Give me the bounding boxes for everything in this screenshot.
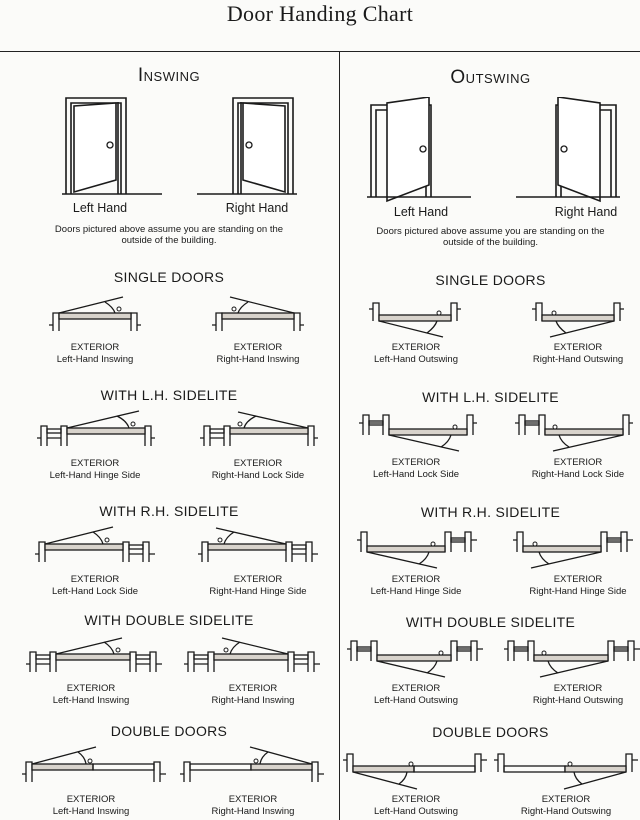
inswing-column [0, 52, 338, 820]
plan-rh-hinge-side [198, 524, 318, 570]
plan-left-hand-outswing [365, 295, 465, 341]
exterior-label: EXTERIOR [391, 457, 441, 468]
exterior-label: EXTERIOR [233, 342, 283, 353]
handing-label: Right-Hand Hinge Side [209, 586, 307, 597]
caption-single-rh [183, 342, 333, 366]
plan-rh-hinge-side-outswing [513, 526, 633, 572]
plan-double-doors-rh-outswing [494, 746, 638, 792]
handing-label: Right-Hand Outswing [520, 806, 612, 817]
plan-rh-lock-side-outswing [513, 409, 633, 455]
section-single-doors: SINGLE DOORS [435, 272, 546, 288]
caption-lh-sidelite-left [20, 458, 170, 482]
column-divider [339, 52, 340, 820]
exterior-label: EXTERIOR [553, 457, 603, 468]
exterior-label: EXTERIOR [233, 574, 283, 585]
plan-double-sidelite-rh-outswing [504, 635, 640, 681]
section-rh-sidelite: WITH R.H. SIDELITE [99, 503, 239, 519]
section-double-doors: DOUBLE DOORS [110, 723, 228, 739]
handing-label: Left-Hand Hinge Side [370, 586, 462, 597]
exterior-label: EXTERIOR [541, 794, 591, 805]
right-hand-inswing-door-illustration [197, 96, 297, 200]
left-hand-inswing-door-illustration [62, 96, 162, 200]
left-hand-label: Left Hand [393, 205, 449, 219]
caption-double-doors-right [491, 794, 640, 818]
caption-lh-sidelite-right [183, 458, 333, 482]
plan-lh-lock-side-outswing [357, 409, 477, 455]
handing-label: Right-Hand Lock Side [531, 469, 625, 480]
plan-lh-lock-side [35, 524, 155, 570]
caption-lh-sidelite-left [341, 457, 491, 481]
exterior-label: EXTERIOR [391, 683, 441, 694]
caption-single-lh [341, 342, 491, 366]
exterior-label: EXTERIOR [228, 683, 278, 694]
handing-label: Right-Hand Inswing [216, 354, 300, 365]
caption-double-doors-left [341, 794, 491, 818]
exterior-label: EXTERIOR [228, 794, 278, 805]
left-hand-outswing-door-illustration [367, 97, 471, 203]
plan-right-hand-inswing [208, 293, 308, 339]
plan-right-hand-outswing [528, 295, 628, 341]
plan-lh-hinge-side-outswing [357, 526, 477, 572]
section-double-sidelite: WITH DOUBLE SIDELITE [84, 612, 254, 628]
handing-label: Right-Hand Outswing [532, 695, 624, 706]
exterior-label: EXTERIOR [70, 574, 120, 585]
exterior-label: EXTERIOR [553, 342, 603, 353]
exterior-label: EXTERIOR [391, 574, 441, 585]
caption-double-sidelite-right [503, 683, 640, 707]
plan-double-sidelite-rh [184, 634, 320, 680]
handing-label: Right-Hand Inswing [211, 695, 295, 706]
right-hand-label: Right Hand [225, 201, 289, 215]
outswing-column [341, 52, 640, 820]
plan-double-doors-lh [22, 744, 166, 790]
standing-note: Doors pictured above assume you are standing on the outside of the building. [376, 226, 605, 248]
handing-label: Right-Hand Inswing [211, 806, 295, 817]
exterior-label: EXTERIOR [70, 458, 120, 469]
handing-label: Right-Hand Outswing [532, 354, 624, 365]
caption-single-rh [503, 342, 640, 366]
exterior-label: EXTERIOR [391, 794, 441, 805]
caption-rh-sidelite-left [341, 574, 491, 598]
right-hand-outswing-door-illustration [516, 97, 620, 203]
caption-double-doors-left [16, 794, 166, 818]
exterior-label: EXTERIOR [391, 342, 441, 353]
handing-label: Left-Hand Outswing [374, 806, 458, 817]
column-heading: Outswing [450, 67, 531, 88]
caption-double-doors-right [178, 794, 328, 818]
caption-rh-sidelite-right [183, 574, 333, 598]
exterior-label: EXTERIOR [553, 683, 603, 694]
caption-double-sidelite-left [16, 683, 166, 707]
section-lh-sidelite: WITH L.H. SIDELITE [422, 389, 559, 405]
handing-label: Left-Hand Inswing [52, 806, 130, 817]
section-double-doors: DOUBLE DOORS [432, 724, 549, 740]
exterior-label: EXTERIOR [66, 683, 116, 694]
section-lh-sidelite: WITH L.H. SIDELITE [100, 387, 238, 403]
caption-rh-sidelite-left [20, 574, 170, 598]
plan-left-hand-inswing [45, 293, 145, 339]
exterior-label: EXTERIOR [233, 458, 283, 469]
handing-label: Left-Hand Lock Side [51, 586, 139, 597]
caption-single-lh [20, 342, 170, 366]
left-hand-label: Left Hand [72, 201, 128, 215]
handing-label: Left-Hand Inswing [56, 354, 134, 365]
exterior-label: EXTERIOR [553, 574, 603, 585]
plan-double-sidelite-lh-outswing [347, 635, 483, 681]
plan-rh-lock-side [198, 408, 318, 454]
exterior-label: EXTERIOR [70, 342, 120, 353]
section-rh-sidelite: WITH R.H. SIDELITE [420, 504, 561, 520]
caption-double-sidelite-left [341, 683, 491, 707]
right-hand-label: Right Hand [554, 205, 618, 219]
chart-title: Door Handing Chart [226, 1, 414, 26]
column-heading: Inswing [137, 65, 201, 86]
section-double-sidelite: WITH DOUBLE SIDELITE [405, 614, 576, 630]
handing-label: Left-Hand Outswing [374, 695, 458, 706]
handing-label: Left-Hand Inswing [52, 695, 130, 706]
standing-note: Doors pictured above assume you are standing on the outside of the building. [54, 224, 284, 246]
handing-label: Left-Hand Hinge Side [49, 470, 141, 481]
exterior-label: EXTERIOR [66, 794, 116, 805]
section-single-doors: SINGLE DOORS [113, 269, 225, 285]
plan-double-doors-rh [180, 744, 324, 790]
plan-double-doors-lh-outswing [343, 746, 487, 792]
handing-label: Right-Hand Hinge Side [529, 586, 627, 597]
caption-lh-sidelite-right [503, 457, 640, 481]
handing-label: Left-Hand Lock Side [372, 469, 460, 480]
handing-label: Left-Hand Outswing [374, 354, 458, 365]
plan-lh-hinge-side [35, 408, 155, 454]
caption-rh-sidelite-right [503, 574, 640, 598]
caption-double-sidelite-right [178, 683, 328, 707]
handing-label: Right-Hand Lock Side [211, 470, 305, 481]
plan-double-sidelite-lh [26, 634, 162, 680]
